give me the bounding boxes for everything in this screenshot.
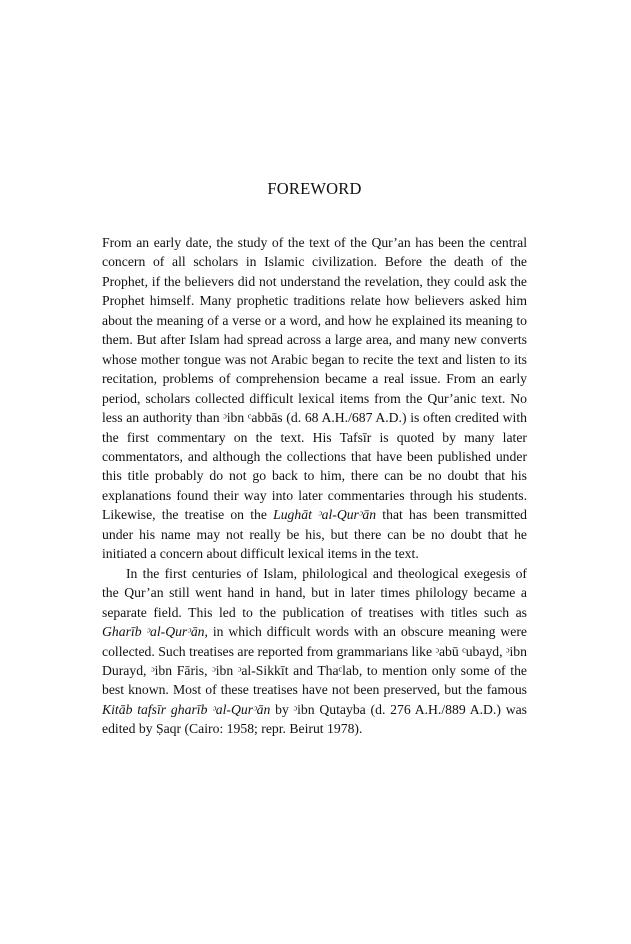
paragraph-2-text-a: In the first centuries of Islam, philological and theological exegesis of the Qur’an still went hand in hand, but in later times philology became a separate field. This led to the publication of treatises with titles such as [102,565,527,620]
paragraph-2-italic-title-1: Gharīb ᵓal-Qurᵓān [102,624,205,640]
paragraph-2-text-c: by ᵓibn Qutayba (d. 276 A.H./889 A.D.) was edited by Ṣaqr (Cairo: 1958; repr. Beirut 1978). [102,701,527,737]
paragraph-1-text-b: that has been transmitted under his name may not really be his, but there can be no doubt that he initiated a concern about difficult lexical items in the text. [102,507,527,562]
paragraph-2-italic-title-2: Kitāb tafsīr gharīb ᵓal-Qurᵓān [102,701,271,717]
paragraph-1 [102,233,527,564]
paragraph-1-italic-title: Lughāt ᵓal-Qurᵓān [273,507,377,523]
paragraph-2 [102,564,527,739]
paragraph-1-text-a: From an early date, the study of the text of the Qur’an has been the central concern of all scholars in Islamic civilization. Before the death of the Prophet, if the believers did not understand the revelation, they could ask the Prophet himself. Many prophetic traditions relate how believers asked him about the meaning of a verse or a word, and how he explained its meaning to them. But after Islam had spread across a large area, and many new converts whose mother tongue was not Arabic began to recite the text and listen to its recitation, problems of comprehension became a real issue. From an early period, scholars collected difficult lexical items from the Qur’anic text. No less an authority than ᵓibn ᶜabbās (d. 68 A.H./687 A.D.) is often credited with the first commentary on the text. His Tafsīr is quoted by many later commentators, and although the collections that have been published under this title probably do not go back to him, there can be no doubt that his explanations found their way into later commentaries through his students. Likewise, the treatise on the [102,235,527,523]
paragraph-2-text-b: , in which difficult words with an obscure meaning were collected. Such treatises are reported from grammarians like ᵓabū ᶜubayd, ᵓibn Durayd, ᵓibn Fāris, ᵓibn ᵓal-Sikkīt and Thaᶜlab, to mention only some of the best known. Most of these treatises have not been preserved, but the famous [102,624,527,698]
page-content [102,178,527,739]
page-title: FOREWORD [267,179,362,198]
